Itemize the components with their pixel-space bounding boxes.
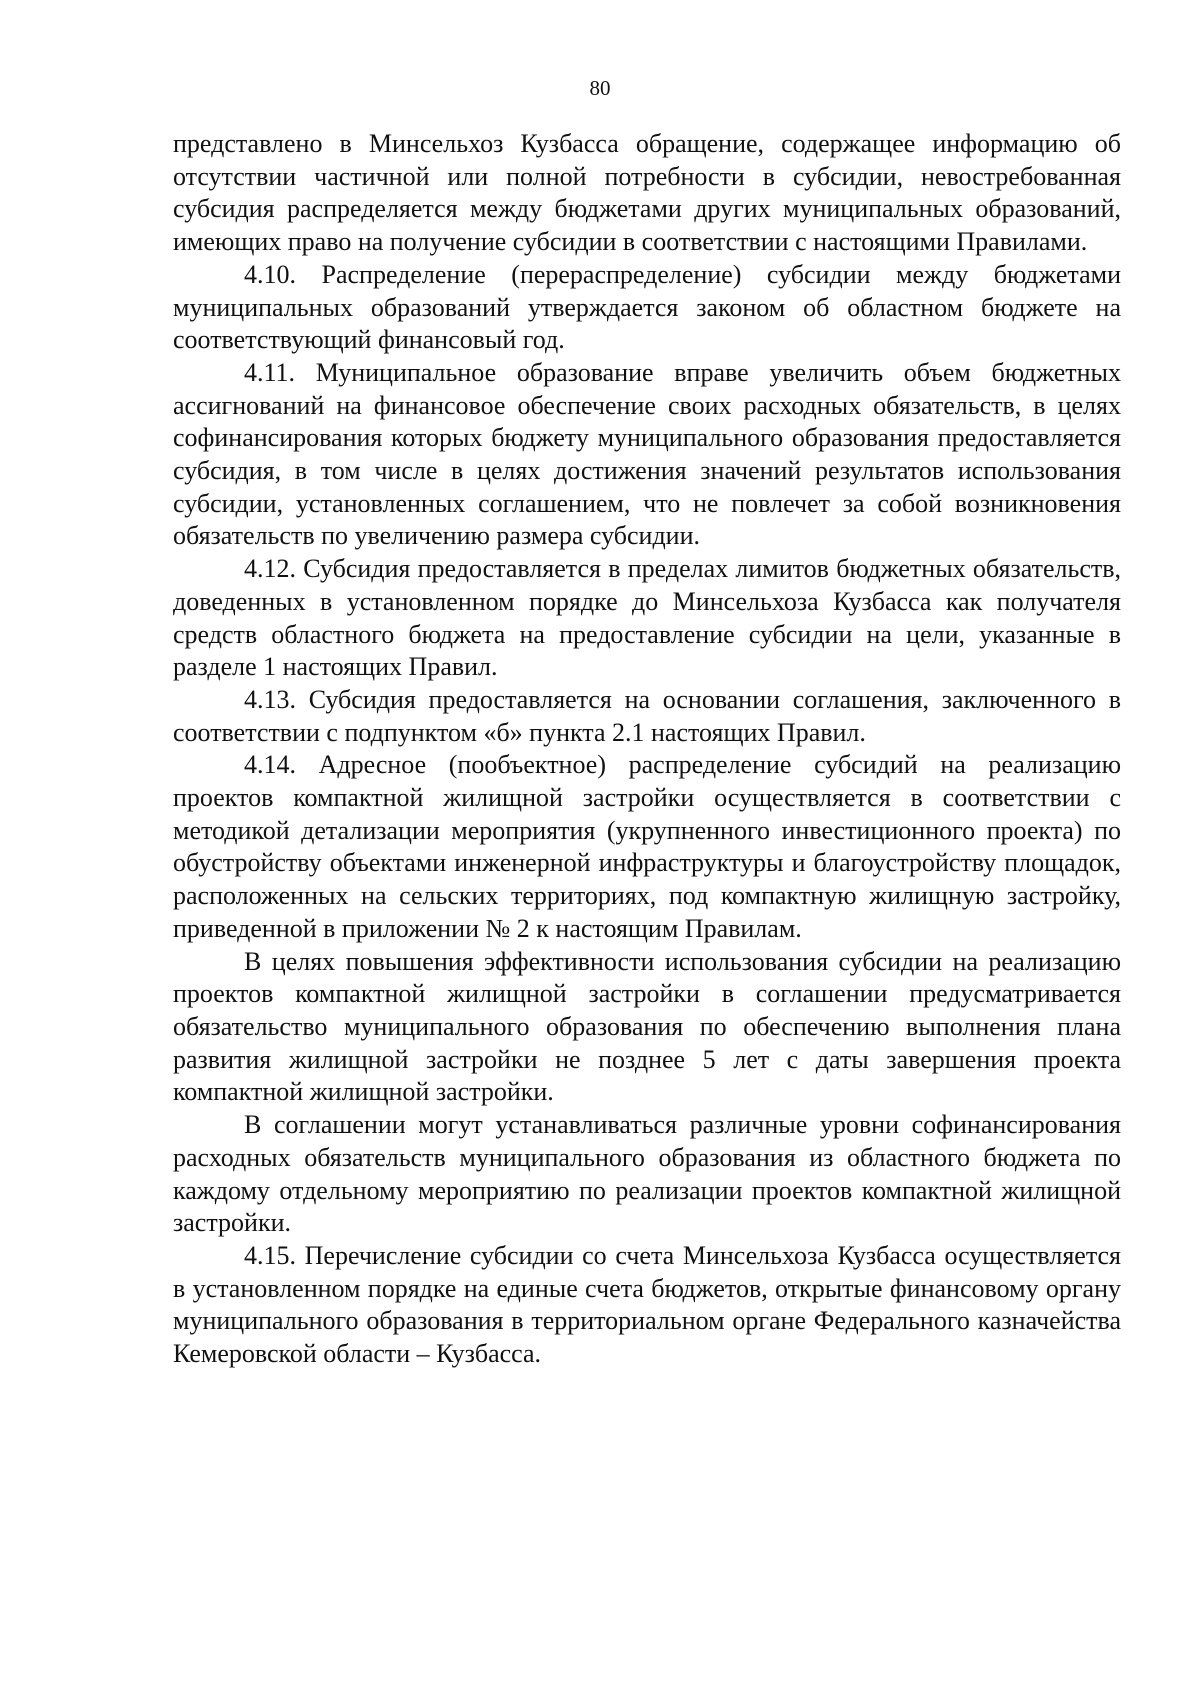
paragraph-4-13: 4.13. Субсидия предоставляется на основании соглашения, заключенного в соответствии с подпунктом «б» пункта 2.1 настоящих Правил. bbox=[173, 684, 1121, 747]
paragraph-4-12: 4.12. Субсидия предоставляется в пределах лимитов бюджетных обязательств, доведенных в установленном порядке до Минсельхоза Кузбасса как получателя средств областного бюджета на предоставление субсидии на цели, указанные в разделе 1 настоящих Правил. bbox=[173, 554, 1121, 682]
paragraph-continuation: представлено в Минсельхоз Кузбасса обращение, содержащее информацию об отсутствии частичной или полной потребности в субсидии, невостребованная субсидия распределяется между бюджетами других муниципальных образований, имеющих право на получение субсидии в соответствии с настоящими Правилами. bbox=[173, 129, 1121, 257]
paragraph-4-11: 4.11. Муниципальное образование вправе увеличить объем бюджетных ассигнований на финансовое обеспечение своих расходных обязательств, в целях софинансирования которых бюджету муниципального образования предоставляется субсидия, в том числе в целях достижения значений результатов использования субсидии, установленных соглашением, что не повлечет за собой возникновения обязательств по увеличению размера субсидии. bbox=[173, 357, 1121, 551]
document-body bbox=[173, 128, 1121, 1371]
paragraph-efficiency: В целях повышения эффективности использования субсидии на реализацию проектов компактной жилищной застройки в соглашении предусматривается обязательство муниципального образования по обеспечению выполнения плана развития жилищной застройки не позднее 5 лет с даты завершения проекта компактной жилищной застройки. bbox=[173, 946, 1121, 1107]
paragraph-4-14: 4.14. Адресное (пообъектное) распределение субсидий на реализацию проектов компактной жилищной застройки осуществляется в соответствии с методикой детализации мероприятия (укрупненного инвестиционного проекта) по обустройству объектами инженерной инфраструктуры и благоустройству площадок, расположенных на сельских территориях, под компактную жилищную застройку, приведенной в приложении № 2 к настоящим Правилам. bbox=[173, 750, 1121, 943]
page-number: 80 bbox=[589, 76, 611, 100]
paragraph-cofinancing-levels: В соглашении могут устанавливаться различные уровни софинансирования расходных обязательств муниципального образования из областного бюджета по каждому отдельному мероприятию по реализации проектов компактной жилищной застройки. bbox=[173, 1110, 1121, 1238]
paragraph-4-15: 4.15. Перечисление субсидии со счета Минсельхоза Кузбасса осуществляется в установленном порядке на единые счета бюджетов, открытые финансовому органу муниципального образования в территориальном органе Федерального казначейства Кемеровской области – Кузбасса. bbox=[173, 1240, 1121, 1369]
paragraph-4-10: 4.10. Распределение (перераспределение) субсидии между бюджетами муниципальных образований утверждается законом об областном бюджете на соответствующий финансовый год. bbox=[173, 259, 1121, 355]
